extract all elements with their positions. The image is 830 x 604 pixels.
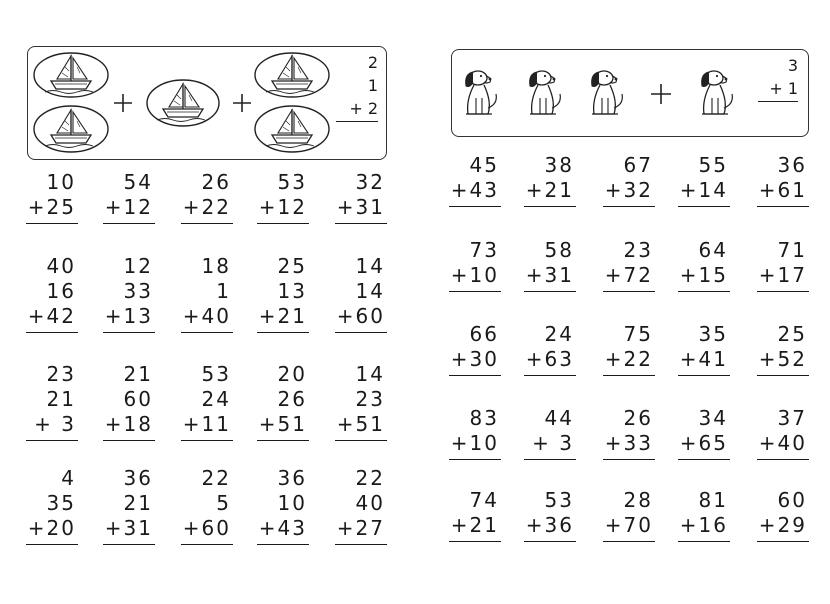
addition-problem [26, 254, 78, 333]
addend: 73 [469, 238, 499, 262]
addend: 5 [216, 491, 231, 515]
addend-with-plus: +15 [679, 263, 728, 287]
sailboat-icon [34, 106, 108, 152]
addend: 25 [277, 254, 307, 278]
addend: 14 [355, 254, 385, 278]
addend: 66 [469, 322, 499, 346]
plus-sign [114, 94, 132, 112]
addend-with-plus: +14 [679, 178, 728, 202]
plus-sign [233, 94, 251, 112]
sailboat-icon [147, 80, 219, 126]
addend-with-plus: +10 [450, 263, 499, 287]
addend-with-plus: +30 [450, 347, 499, 371]
example-addend: 2 [367, 53, 378, 72]
answer-line [757, 541, 809, 542]
addition-problem [757, 322, 809, 376]
addend: 4 [61, 466, 76, 490]
addend: 40 [355, 491, 385, 515]
answer-line [449, 206, 501, 207]
answer-line [335, 544, 387, 545]
answer-line [524, 541, 576, 542]
addend: 22 [201, 466, 231, 490]
addition-problem [181, 362, 233, 441]
addend: 55 [698, 153, 728, 177]
answer-line [757, 206, 809, 207]
addition-problem [603, 488, 655, 542]
addend-with-plus: +29 [758, 513, 807, 537]
addition-problem [678, 488, 730, 542]
addition-problem [103, 362, 155, 441]
answer-line [181, 544, 233, 545]
answer-line [524, 291, 576, 292]
answer-line [103, 332, 155, 333]
addend: 74 [469, 488, 499, 512]
addend-with-plus: +27 [336, 516, 385, 540]
addend: 83 [469, 406, 499, 430]
addend-with-plus: +31 [104, 516, 153, 540]
addition-problem [335, 362, 387, 441]
answer-line [678, 291, 730, 292]
addend-with-plus: +10 [450, 431, 499, 455]
answer-line [678, 375, 730, 376]
answer-line [26, 440, 78, 441]
addition-problem [524, 153, 576, 207]
addition-problem [524, 238, 576, 292]
addend: 36 [777, 153, 807, 177]
addend: 25 [777, 322, 807, 346]
addend-with-plus: +43 [450, 178, 499, 202]
answer-line [449, 459, 501, 460]
dog-example-drawing [452, 50, 808, 136]
addend: 35 [698, 322, 728, 346]
addend-with-plus: +70 [604, 513, 653, 537]
sailboat-icon [255, 106, 329, 152]
dog-example-box [451, 49, 809, 137]
addend: 60 [777, 488, 807, 512]
dog-icon [466, 71, 497, 114]
addition-problem [449, 322, 501, 376]
addition-problem [603, 406, 655, 460]
addend: 10 [46, 170, 76, 194]
addition-problem [603, 322, 655, 376]
example-addend: + 2 [349, 99, 378, 118]
answer-line [257, 332, 309, 333]
addend-with-plus: +60 [182, 516, 231, 540]
addition-problem [757, 238, 809, 292]
addend: 38 [544, 153, 574, 177]
addition-problem [26, 170, 78, 224]
addend: 60 [123, 387, 153, 411]
addend-with-plus: +40 [182, 304, 231, 328]
addition-problem [449, 406, 501, 460]
addition-problem [524, 406, 576, 460]
addend: 23 [623, 238, 653, 262]
addend: 36 [123, 466, 153, 490]
addend-with-plus: +40 [758, 431, 807, 455]
answer-line [524, 459, 576, 460]
addend-with-plus: +60 [336, 304, 385, 328]
addend: 45 [469, 153, 499, 177]
addition-problem [449, 488, 501, 542]
addend: 24 [544, 322, 574, 346]
addition-problem [678, 322, 730, 376]
addition-problem [257, 254, 309, 333]
addend: 21 [46, 387, 76, 411]
addend: 44 [544, 406, 574, 430]
addend-with-plus: +12 [104, 195, 153, 219]
addend: 34 [698, 406, 728, 430]
addition-problem [181, 170, 233, 224]
addend: 36 [277, 466, 307, 490]
addition-problem [181, 466, 233, 545]
answer-line [26, 332, 78, 333]
sum-line [758, 101, 798, 102]
answer-line [257, 223, 309, 224]
answer-line [603, 291, 655, 292]
addition-problem [449, 153, 501, 207]
addition-problem [181, 254, 233, 333]
addend: 75 [623, 322, 653, 346]
addition-problem [603, 238, 655, 292]
answer-line [257, 440, 309, 441]
addend: 21 [123, 362, 153, 386]
addition-problem [678, 238, 730, 292]
addend: 58 [544, 238, 574, 262]
answer-line [26, 223, 78, 224]
addition-problem [257, 466, 309, 545]
addend-with-plus: +22 [604, 347, 653, 371]
addend: 21 [123, 491, 153, 515]
answer-line [449, 541, 501, 542]
addend: 26 [623, 406, 653, 430]
example-addend: 1 [367, 76, 378, 95]
addend-with-plus: +43 [258, 516, 307, 540]
addend-with-plus: +21 [258, 304, 307, 328]
addition-problem [335, 170, 387, 224]
addition-problem [757, 406, 809, 460]
answer-line [603, 206, 655, 207]
answer-line [335, 440, 387, 441]
sailboat-icon [34, 53, 108, 97]
addend-with-plus: +41 [679, 347, 728, 371]
addend: 14 [355, 362, 385, 386]
answer-line [603, 459, 655, 460]
answer-line [335, 223, 387, 224]
answer-line [524, 206, 576, 207]
addend-with-plus: +61 [758, 178, 807, 202]
addend-with-plus: + 3 [532, 431, 574, 455]
dog-example-sum [758, 54, 798, 102]
addend-with-plus: +25 [27, 195, 76, 219]
plus-sign [651, 84, 671, 104]
addend: 10 [277, 491, 307, 515]
dog-icon [702, 71, 733, 114]
addend: 1 [216, 279, 231, 303]
addend: 67 [623, 153, 653, 177]
addition-problem [26, 362, 78, 441]
addend-with-plus: +21 [525, 178, 574, 202]
answer-line [678, 541, 730, 542]
answer-line [449, 291, 501, 292]
addend-with-plus: +20 [27, 516, 76, 540]
addend: 35 [46, 491, 76, 515]
dog-icon [530, 71, 561, 114]
addend-with-plus: +18 [104, 412, 153, 436]
answer-line [603, 541, 655, 542]
answer-line [181, 440, 233, 441]
addition-problem [103, 466, 155, 545]
addend: 13 [277, 279, 307, 303]
addend: 23 [355, 387, 385, 411]
addend-with-plus: +22 [182, 195, 231, 219]
addend-with-plus: +51 [336, 412, 385, 436]
addend: 54 [123, 170, 153, 194]
addend-with-plus: +32 [604, 178, 653, 202]
answer-line [757, 375, 809, 376]
addend: 40 [46, 254, 76, 278]
answer-line [103, 223, 155, 224]
addend: 53 [544, 488, 574, 512]
addend: 20 [277, 362, 307, 386]
addend: 53 [201, 362, 231, 386]
addend-with-plus: +72 [604, 263, 653, 287]
sailboat-example-box [27, 46, 387, 160]
addend: 18 [201, 254, 231, 278]
answer-line [26, 544, 78, 545]
answer-line [181, 332, 233, 333]
answer-line [678, 206, 730, 207]
addition-problem [257, 170, 309, 224]
addition-problem [757, 488, 809, 542]
answer-line [103, 544, 155, 545]
addition-problem [257, 362, 309, 441]
addend-with-plus: +52 [758, 347, 807, 371]
addend-with-plus: +42 [27, 304, 76, 328]
addend: 53 [277, 170, 307, 194]
addend-with-plus: +17 [758, 263, 807, 287]
addend: 26 [201, 170, 231, 194]
addend: 71 [777, 238, 807, 262]
sum-line [336, 121, 378, 122]
addend: 26 [277, 387, 307, 411]
example-addend: + 1 [769, 79, 798, 98]
answer-line [603, 375, 655, 376]
addend-with-plus: +36 [525, 513, 574, 537]
addition-problem [335, 466, 387, 545]
addition-problem [103, 170, 155, 224]
addend-with-plus: +13 [104, 304, 153, 328]
addend-with-plus: +33 [604, 431, 653, 455]
answer-line [181, 223, 233, 224]
addend-with-plus: +31 [336, 195, 385, 219]
addend-with-plus: +31 [525, 263, 574, 287]
addend: 14 [355, 279, 385, 303]
addend: 64 [698, 238, 728, 262]
addend-with-plus: +63 [525, 347, 574, 371]
addend-with-plus: +21 [450, 513, 499, 537]
addition-problem [524, 322, 576, 376]
addend-with-plus: +12 [258, 195, 307, 219]
example-addend: 3 [787, 56, 798, 75]
addition-problem [449, 238, 501, 292]
addend: 16 [46, 279, 76, 303]
addend: 37 [777, 406, 807, 430]
sailboat-example-drawing [28, 47, 386, 159]
addition-problem [26, 466, 78, 545]
answer-line [103, 440, 155, 441]
sailboat-example-sum [336, 51, 378, 122]
answer-line [757, 459, 809, 460]
addition-problem [678, 406, 730, 460]
addend: 24 [201, 387, 231, 411]
addend: 23 [46, 362, 76, 386]
addition-problem [678, 153, 730, 207]
addition-problem [603, 153, 655, 207]
dog-icon [592, 71, 623, 114]
addend: 32 [355, 170, 385, 194]
addend-with-plus: +11 [182, 412, 231, 436]
addition-problem [757, 153, 809, 207]
sailboat-icon [255, 53, 329, 97]
addend: 22 [355, 466, 385, 490]
addition-problem [524, 488, 576, 542]
addition-problem [335, 254, 387, 333]
answer-line [335, 332, 387, 333]
addend-with-plus: +16 [679, 513, 728, 537]
addend-with-plus: +65 [679, 431, 728, 455]
addend: 12 [123, 254, 153, 278]
answer-line [449, 375, 501, 376]
addend-with-plus: + 3 [34, 412, 76, 436]
addend-with-plus: +51 [258, 412, 307, 436]
answer-line [257, 544, 309, 545]
answer-line [524, 375, 576, 376]
answer-line [757, 291, 809, 292]
addend: 33 [123, 279, 153, 303]
answer-line [678, 459, 730, 460]
addition-problem [103, 254, 155, 333]
addend: 28 [623, 488, 653, 512]
addend: 81 [698, 488, 728, 512]
